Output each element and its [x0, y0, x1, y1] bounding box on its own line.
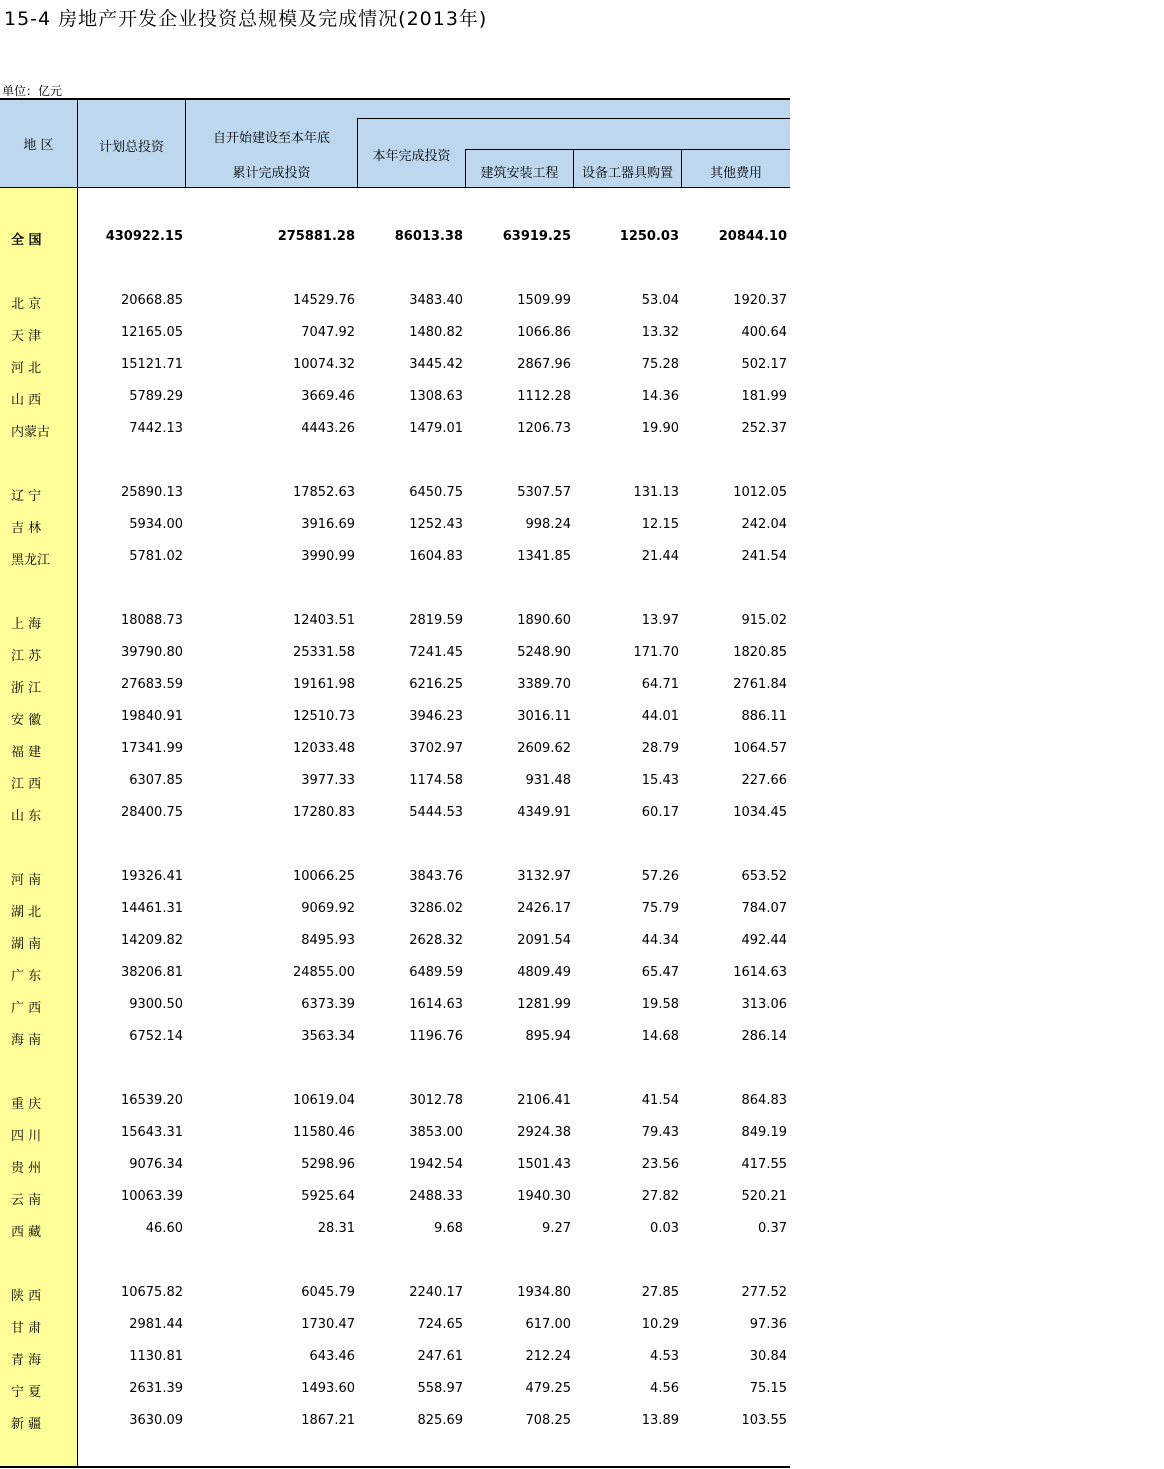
- cell-planned-total: 15121.71: [120, 357, 183, 372]
- cell-planned-total: 27683.59: [120, 677, 183, 692]
- cell-other: 242.04: [741, 517, 787, 532]
- cell-current-year: 3286.02: [409, 901, 463, 916]
- cell-construction: 1509.99: [517, 293, 571, 308]
- cell-construction: 212.24: [525, 1349, 571, 1364]
- cell-current-year: 724.65: [417, 1317, 463, 1332]
- cell-current-year: 6450.75: [409, 485, 463, 500]
- cell-construction: 1501.43: [517, 1157, 571, 1172]
- cell-other: 1012.05: [733, 485, 787, 500]
- header-planned-total: 计划总投资: [98, 140, 164, 155]
- cell-other: 400.64: [741, 325, 787, 340]
- cell-other: 313.06: [741, 997, 787, 1012]
- cell-cumulative: 8495.93: [301, 933, 355, 948]
- header-current-year: 本年完成投资: [372, 149, 451, 164]
- cell-planned-total: 12165.05: [120, 325, 183, 340]
- cell-construction: 1206.73: [517, 421, 571, 436]
- cell-current-year: 3946.23: [409, 709, 463, 724]
- cell-construction: 1890.60: [517, 613, 571, 628]
- cell-planned-total: 14209.82: [120, 933, 183, 948]
- unit-label: 单位：亿元: [2, 84, 63, 98]
- cell-planned-total: 38206.81: [120, 965, 183, 980]
- cell-cumulative: 12510.73: [292, 709, 355, 724]
- cell-equipment: 23.56: [641, 1157, 679, 1172]
- region-name: 陕 西: [11, 1289, 42, 1304]
- cell-current-year: 1604.83: [409, 549, 463, 564]
- table-row: [0, 1313, 790, 1337]
- region-name: 黑龙江: [11, 553, 51, 568]
- cell-equipment: 64.71: [641, 677, 679, 692]
- cell-current-year: 825.69: [417, 1413, 463, 1428]
- cell-other: 492.44: [741, 933, 787, 948]
- cell-other: 20844.10: [718, 229, 787, 244]
- cell-planned-total: 28400.75: [120, 805, 183, 820]
- cell-other: 103.55: [741, 1413, 787, 1428]
- cell-construction: 1281.99: [517, 997, 571, 1012]
- cell-construction: 4809.49: [517, 965, 571, 980]
- cell-equipment: 171.70: [633, 645, 679, 660]
- header-other: 其他费用: [709, 166, 762, 181]
- cell-other: 30.84: [749, 1349, 787, 1364]
- cell-equipment: 13.32: [641, 325, 679, 340]
- cell-cumulative: 5298.96: [301, 1157, 355, 1172]
- cell-construction: 3389.70: [517, 677, 571, 692]
- cell-other: 1614.63: [733, 965, 787, 980]
- region-name: 重 庆: [11, 1097, 42, 1112]
- table-row: [0, 1025, 790, 1049]
- region-name: 西 藏: [11, 1225, 42, 1240]
- cell-planned-total: 5789.29: [129, 389, 183, 404]
- cell-planned-total: 17341.99: [120, 741, 183, 756]
- region-name: 湖 北: [11, 905, 42, 920]
- table-row: [0, 1409, 790, 1433]
- region-column-background: [0, 188, 77, 1468]
- table-row: [0, 801, 790, 825]
- region-name: 天 津: [11, 329, 42, 344]
- cell-cumulative: 28.31: [317, 1221, 355, 1236]
- header-sub-line-mid: [465, 149, 790, 150]
- table-row: [0, 481, 790, 505]
- cell-equipment: 12.15: [641, 517, 679, 532]
- page-title: 15-4 房地产开发企业投资总规模及完成情况(2013年): [4, 8, 488, 30]
- cell-other: 502.17: [741, 357, 787, 372]
- cell-equipment: 44.34: [641, 933, 679, 948]
- region-name: 甘 肃: [11, 1321, 42, 1336]
- cell-construction: 2924.38: [517, 1125, 571, 1140]
- table-row: [0, 225, 790, 249]
- cell-planned-total: 6307.85: [129, 773, 183, 788]
- cell-cumulative: 24855.00: [292, 965, 355, 980]
- cell-cumulative: 275881.28: [277, 229, 355, 244]
- cell-equipment: 28.79: [641, 741, 679, 756]
- table-row: [0, 897, 790, 921]
- cell-construction: 2609.62: [517, 741, 571, 756]
- cell-cumulative: 1493.60: [301, 1381, 355, 1396]
- cell-equipment: 75.28: [641, 357, 679, 372]
- table-row: [0, 321, 790, 345]
- cell-planned-total: 2981.44: [129, 1317, 183, 1332]
- cell-construction: 617.00: [525, 1317, 571, 1332]
- region-name: 内蒙古: [11, 425, 51, 440]
- cell-planned-total: 5934.00: [129, 517, 183, 532]
- cell-cumulative: 10619.04: [292, 1093, 355, 1108]
- cell-current-year: 1614.63: [409, 997, 463, 1012]
- region-name: 山 西: [11, 393, 42, 408]
- cell-equipment: 41.54: [641, 1093, 679, 1108]
- cell-cumulative: 643.46: [309, 1349, 355, 1364]
- cell-construction: 4349.91: [517, 805, 571, 820]
- cell-planned-total: 18088.73: [120, 613, 183, 628]
- cell-other: 849.19: [741, 1125, 787, 1140]
- header-construction: 建筑安装工程: [480, 166, 559, 181]
- cell-cumulative: 17280.83: [292, 805, 355, 820]
- cell-current-year: 3843.76: [409, 869, 463, 884]
- cell-equipment: 4.56: [650, 1381, 679, 1396]
- region-name: 江 西: [11, 777, 42, 792]
- region-name: 海 南: [11, 1033, 42, 1048]
- cell-current-year: 247.61: [417, 1349, 463, 1364]
- cell-cumulative: 25331.58: [292, 645, 355, 660]
- cell-construction: 479.25: [525, 1381, 571, 1396]
- cell-equipment: 10.29: [641, 1317, 679, 1332]
- cell-cumulative: 3990.99: [301, 549, 355, 564]
- cell-cumulative: 3669.46: [301, 389, 355, 404]
- cell-planned-total: 20668.85: [120, 293, 183, 308]
- cell-construction: 5307.57: [517, 485, 571, 500]
- cell-cumulative: 1730.47: [301, 1317, 355, 1332]
- cell-other: 864.83: [741, 1093, 787, 1108]
- cell-current-year: 7241.45: [409, 645, 463, 660]
- region-name: 四 川: [11, 1129, 42, 1144]
- table-row: [0, 641, 790, 665]
- cell-equipment: 27.82: [641, 1189, 679, 1204]
- cell-planned-total: 1130.81: [129, 1349, 183, 1364]
- cell-equipment: 0.03: [650, 1221, 679, 1236]
- cell-cumulative: 5925.64: [301, 1189, 355, 1204]
- table-row: [0, 673, 790, 697]
- table-row: [0, 353, 790, 377]
- cell-construction: 931.48: [525, 773, 571, 788]
- cell-construction: 998.24: [525, 517, 571, 532]
- table-row: [0, 737, 790, 761]
- cell-equipment: 1250.03: [619, 229, 679, 244]
- cell-cumulative: 1867.21: [301, 1413, 355, 1428]
- cell-construction: 63919.25: [502, 229, 571, 244]
- table-row: [0, 513, 790, 537]
- region-name: 贵 州: [11, 1161, 42, 1176]
- cell-current-year: 9.68: [434, 1221, 463, 1236]
- cell-planned-total: 19840.91: [120, 709, 183, 724]
- table-row: [0, 609, 790, 633]
- cell-cumulative: 3916.69: [301, 517, 355, 532]
- cell-cumulative: 10074.32: [292, 357, 355, 372]
- cell-construction: 2867.96: [517, 357, 571, 372]
- region-name: 江 苏: [11, 649, 42, 664]
- cell-planned-total: 19326.41: [120, 869, 183, 884]
- region-name: 浙 江: [11, 681, 42, 696]
- cell-other: 2761.84: [733, 677, 787, 692]
- cell-current-year: 1196.76: [409, 1029, 463, 1044]
- table-row: [0, 289, 790, 313]
- cell-construction: 3132.97: [517, 869, 571, 884]
- cell-other: 915.02: [741, 613, 787, 628]
- header-cumulative-line1: 自开始建设至本年底: [212, 131, 330, 146]
- cell-current-year: 1479.01: [409, 421, 463, 436]
- region-name: 吉 林: [11, 521, 42, 536]
- region-name: 山 东: [11, 809, 42, 824]
- cell-equipment: 15.43: [641, 773, 679, 788]
- cell-equipment: 75.79: [641, 901, 679, 916]
- cell-other: 0.37: [758, 1221, 787, 1236]
- cell-current-year: 1252.43: [409, 517, 463, 532]
- cell-current-year: 86013.38: [394, 229, 463, 244]
- cell-other: 520.21: [741, 1189, 787, 1204]
- table-row: [0, 1377, 790, 1401]
- header-bottom-border: [0, 187, 790, 188]
- cell-planned-total: 10063.39: [120, 1189, 183, 1204]
- region-name: 青 海: [11, 1353, 42, 1368]
- cell-construction: 1112.28: [517, 389, 571, 404]
- cell-planned-total: 7442.13: [129, 421, 183, 436]
- cell-cumulative: 12033.48: [292, 741, 355, 756]
- cell-other: 97.36: [749, 1317, 787, 1332]
- cell-planned-total: 2631.39: [129, 1381, 183, 1396]
- cell-other: 1064.57: [733, 741, 787, 756]
- region-name: 湖 南: [11, 937, 42, 952]
- table-bottom-border: [0, 1466, 790, 1468]
- cell-current-year: 2488.33: [409, 1189, 463, 1204]
- cell-cumulative: 9069.92: [301, 901, 355, 916]
- cell-equipment: 131.13: [633, 485, 679, 500]
- cell-other: 417.55: [741, 1157, 787, 1172]
- cell-current-year: 3483.40: [409, 293, 463, 308]
- region-name: 上 海: [11, 617, 42, 632]
- cell-construction: 708.25: [525, 1413, 571, 1428]
- cell-construction: 3016.11: [517, 709, 571, 724]
- cell-equipment: 60.17: [641, 805, 679, 820]
- cell-other: 1820.85: [733, 645, 787, 660]
- cell-cumulative: 12403.51: [292, 613, 355, 628]
- cell-cumulative: 19161.98: [292, 677, 355, 692]
- cell-equipment: 19.90: [641, 421, 679, 436]
- cell-construction: 2106.41: [517, 1093, 571, 1108]
- cell-other: 1920.37: [733, 293, 787, 308]
- cell-construction: 9.27: [542, 1221, 571, 1236]
- table-row: [0, 1345, 790, 1369]
- cell-current-year: 1480.82: [409, 325, 463, 340]
- cell-equipment: 14.36: [641, 389, 679, 404]
- cell-planned-total: 9300.50: [129, 997, 183, 1012]
- header-region: 地 区: [23, 138, 54, 153]
- cell-cumulative: 7047.92: [301, 325, 355, 340]
- cell-current-year: 1174.58: [409, 773, 463, 788]
- table-row: [0, 385, 790, 409]
- cell-current-year: 3853.00: [409, 1125, 463, 1140]
- cell-construction: 1066.86: [517, 325, 571, 340]
- cell-construction: 1934.80: [517, 1285, 571, 1300]
- cell-planned-total: 3630.09: [129, 1413, 183, 1428]
- cell-construction: 1341.85: [517, 549, 571, 564]
- cell-construction: 1940.30: [517, 1189, 571, 1204]
- table-row: [0, 1281, 790, 1305]
- cell-equipment: 79.43: [641, 1125, 679, 1140]
- table-row: [0, 1121, 790, 1145]
- cell-cumulative: 11580.46: [292, 1125, 355, 1140]
- cell-equipment: 21.44: [641, 549, 679, 564]
- region-name: 全 国: [11, 233, 42, 248]
- table-row: [0, 961, 790, 985]
- cell-other: 1034.45: [733, 805, 787, 820]
- cell-current-year: 1942.54: [409, 1157, 463, 1172]
- cell-construction: 5248.90: [517, 645, 571, 660]
- cell-construction: 2091.54: [517, 933, 571, 948]
- cell-planned-total: 25890.13: [120, 485, 183, 500]
- table-top-border: [0, 98, 790, 100]
- cell-construction: 2426.17: [517, 901, 571, 916]
- region-name: 河 北: [11, 361, 42, 376]
- cell-equipment: 65.47: [641, 965, 679, 980]
- cell-equipment: 53.04: [641, 293, 679, 308]
- table-row: [0, 1217, 790, 1241]
- header-equipment: 设备工器具购置: [581, 166, 673, 181]
- data-table: [0, 98, 790, 1468]
- cell-other: 277.52: [741, 1285, 787, 1300]
- table-row: [0, 1185, 790, 1209]
- table-row: [0, 705, 790, 729]
- cell-other: 181.99: [741, 389, 787, 404]
- region-name: 宁 夏: [11, 1385, 42, 1400]
- cell-current-year: 1308.63: [409, 389, 463, 404]
- cell-current-year: 2819.59: [409, 613, 463, 628]
- cell-equipment: 44.01: [641, 709, 679, 724]
- cell-cumulative: 4443.26: [301, 421, 355, 436]
- cell-equipment: 57.26: [641, 869, 679, 884]
- cell-cumulative: 3977.33: [301, 773, 355, 788]
- cell-cumulative: 3563.34: [301, 1029, 355, 1044]
- cell-planned-total: 6752.14: [129, 1029, 183, 1044]
- cell-planned-total: 46.60: [145, 1221, 183, 1236]
- cell-other: 286.14: [741, 1029, 787, 1044]
- header-sub-line-top: [357, 118, 790, 119]
- header-cumulative-line2: 累计完成投资: [232, 166, 311, 181]
- cell-other: 227.66: [741, 773, 787, 788]
- cell-other: 241.54: [741, 549, 787, 564]
- region-name: 广 东: [11, 969, 42, 984]
- table-row: [0, 545, 790, 569]
- table-row: [0, 1153, 790, 1177]
- cell-current-year: 5444.53: [409, 805, 463, 820]
- cell-current-year: 2240.17: [409, 1285, 463, 1300]
- cell-other: 886.11: [741, 709, 787, 724]
- cell-cumulative: 6045.79: [301, 1285, 355, 1300]
- region-name: 新 疆: [11, 1417, 42, 1432]
- table-row: [0, 993, 790, 1017]
- cell-construction: 895.94: [525, 1029, 571, 1044]
- region-name: 河 南: [11, 873, 42, 888]
- cell-current-year: 2628.32: [409, 933, 463, 948]
- cell-current-year: 3012.78: [409, 1093, 463, 1108]
- cell-cumulative: 10066.25: [292, 869, 355, 884]
- cell-other: 252.37: [741, 421, 787, 436]
- cell-cumulative: 14529.76: [292, 293, 355, 308]
- region-name: 云 南: [11, 1193, 42, 1208]
- cell-planned-total: 10675.82: [120, 1285, 183, 1300]
- cell-equipment: 27.85: [641, 1285, 679, 1300]
- cell-planned-total: 16539.20: [120, 1093, 183, 1108]
- cell-current-year: 3702.97: [409, 741, 463, 756]
- region-name: 北 京: [11, 297, 42, 312]
- cell-cumulative: 17852.63: [292, 485, 355, 500]
- cell-other: 75.15: [749, 1381, 787, 1396]
- cell-planned-total: 9076.34: [129, 1157, 183, 1172]
- cell-current-year: 3445.42: [409, 357, 463, 372]
- cell-equipment: 13.89: [641, 1413, 679, 1428]
- region-name: 辽 宁: [11, 489, 42, 504]
- cell-planned-total: 39790.80: [120, 645, 183, 660]
- cell-current-year: 6489.59: [409, 965, 463, 980]
- cell-current-year: 558.97: [417, 1381, 463, 1396]
- cell-planned-total: 430922.15: [105, 229, 183, 244]
- cell-equipment: 14.68: [641, 1029, 679, 1044]
- cell-planned-total: 14461.31: [120, 901, 183, 916]
- table-row: [0, 1089, 790, 1113]
- region-name: 安 徽: [11, 713, 42, 728]
- cell-equipment: 19.58: [641, 997, 679, 1012]
- cell-planned-total: 15643.31: [120, 1125, 183, 1140]
- cell-cumulative: 6373.39: [301, 997, 355, 1012]
- region-name: 广 西: [11, 1001, 42, 1016]
- cell-other: 653.52: [741, 869, 787, 884]
- table-row: [0, 417, 790, 441]
- region-name: 福 建: [11, 745, 42, 760]
- cell-other: 784.07: [741, 901, 787, 916]
- cell-planned-total: 5781.02: [129, 549, 183, 564]
- cell-equipment: 4.53: [650, 1349, 679, 1364]
- table-row: [0, 769, 790, 793]
- table-row: [0, 865, 790, 889]
- table-row: [0, 929, 790, 953]
- cell-current-year: 6216.25: [409, 677, 463, 692]
- cell-equipment: 13.97: [641, 613, 679, 628]
